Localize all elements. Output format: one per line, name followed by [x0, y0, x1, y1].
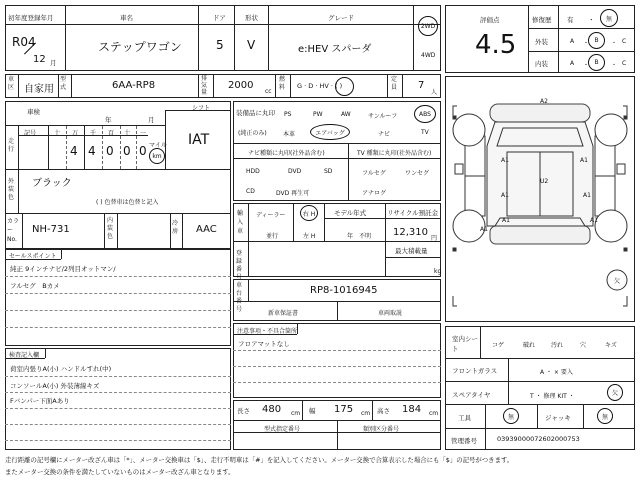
- diagram-missing: 欠: [614, 278, 621, 285]
- digit-value: 4: [88, 144, 96, 158]
- divider: [5, 276, 231, 277]
- capacity-label: 定員: [391, 76, 398, 91]
- divider: [413, 5, 414, 71]
- length-unit: cm: [291, 410, 301, 417]
- notes-line1: フロアマットなし: [238, 340, 290, 348]
- divider: [233, 143, 441, 144]
- equip-item-airbag: エアバッグ: [315, 129, 345, 137]
- equip-item-abs-circle: [414, 105, 436, 123]
- first-reg-value: R04: [12, 35, 36, 49]
- divider: [117, 213, 118, 249]
- divider: [445, 428, 635, 429]
- equip-item-navi: ナビ: [378, 131, 391, 138]
- tools-value-circle: [503, 408, 519, 424]
- drive-4wd: 4WD: [421, 52, 436, 59]
- spare-missing: 欠: [611, 390, 618, 397]
- divider: [22, 213, 23, 249]
- digit-header: 万: [72, 130, 79, 137]
- divider: [198, 74, 199, 98]
- reg-label: 登録番号: [236, 250, 243, 281]
- divider: [198, 5, 199, 71]
- tv-item-analog: アナログ: [362, 190, 387, 197]
- chassis-label: 車台番号: [236, 282, 243, 313]
- inspector-line1: 荷室内張りA(小) ハンドルすれ(中): [10, 365, 112, 373]
- divider: [558, 5, 559, 73]
- model-spec-label: 型式指定番号: [264, 426, 301, 433]
- divider: [248, 279, 249, 301]
- length-label: 長さ: [237, 407, 250, 415]
- divider: [337, 301, 338, 321]
- max-load-unit: kg: [434, 268, 442, 275]
- divider: [48, 126, 49, 169]
- equip-item-abs: ABS: [419, 110, 431, 118]
- divider: [233, 241, 441, 242]
- digit-grid: [18, 126, 148, 169]
- width-unit: cm: [361, 410, 371, 417]
- diagram-mark: U2: [540, 178, 549, 185]
- nav-header: ナビ種類に丸印(社外品含む): [248, 150, 325, 157]
- divider: [170, 213, 171, 249]
- divider: [233, 382, 441, 383]
- shift-value: IAT: [188, 132, 210, 148]
- nav-item-dvd: DVD: [288, 168, 302, 175]
- divider: [5, 408, 231, 409]
- divider: [348, 143, 349, 201]
- shaken-label: 車検: [27, 108, 40, 116]
- control-label: 管理番号: [451, 437, 477, 445]
- model-year-label: モデル年式: [334, 209, 367, 217]
- interior-label: 内装: [535, 60, 548, 68]
- jack-label: ジャッキ: [545, 414, 571, 422]
- nav-item-dvd-play: DVD 再生可: [276, 190, 310, 197]
- diagram-mark: A1: [590, 217, 598, 224]
- rating-label: 評価点: [480, 16, 500, 24]
- tv-item-oneseg: ワンセグ: [405, 170, 430, 177]
- grade-label: グレード: [328, 14, 354, 22]
- sheet-item: 汚れ: [551, 342, 564, 349]
- divider: [71, 74, 72, 98]
- drive-2wd-circle: [418, 16, 438, 36]
- divider: [5, 392, 231, 393]
- tv-item-fullseg: フルセグ: [362, 170, 386, 177]
- divider: [583, 404, 584, 428]
- nav-item-sd: SD: [324, 168, 333, 175]
- type-value: 6AA-RP8: [112, 80, 156, 91]
- divider: [5, 358, 45, 359]
- repair-option-none: 無: [605, 15, 612, 23]
- spare-options: T ・ 修理 KIT ・: [530, 393, 575, 400]
- chassis-value: RP8-1016945: [310, 285, 378, 296]
- unit-mile: マイル: [149, 142, 167, 149]
- height-label: 高さ: [377, 407, 390, 415]
- sheet-item: 破れ: [523, 342, 536, 349]
- equip-item-airbag-circle: [310, 124, 350, 140]
- divider: [84, 126, 85, 169]
- divider: [297, 323, 298, 334]
- divider: [528, 51, 635, 52]
- ac-value: AAC: [196, 224, 217, 235]
- divider: [445, 381, 635, 382]
- shape-value: V: [247, 38, 256, 52]
- displacement-unit: cc: [265, 88, 272, 95]
- car-name-label: 車名: [120, 14, 133, 22]
- equip-item-aw: AW: [341, 111, 351, 118]
- sales-point-line1: 純正 9インチナビ/2列目オットマン/: [10, 265, 116, 273]
- exterior-opt-dot2: ・: [611, 40, 618, 47]
- divider: [120, 126, 121, 169]
- import-left-h: 左 H: [303, 233, 316, 240]
- divider: [528, 5, 529, 73]
- equip-item-tv: TV: [421, 129, 429, 136]
- nav-item-cd: CD: [246, 188, 255, 195]
- color-code-value: NH-731: [32, 224, 70, 235]
- digit-value: 4: [70, 144, 78, 158]
- divider: [102, 126, 103, 169]
- divider: [445, 404, 635, 405]
- divider: [337, 420, 338, 450]
- divider: [268, 5, 269, 71]
- height-value: 184: [402, 404, 422, 415]
- divider: [66, 126, 67, 169]
- equipment-label: 装備品に丸印: [236, 109, 275, 117]
- drive-2wd: 2WD: [420, 22, 436, 30]
- interior-opt-b-circle: [588, 54, 605, 71]
- divider: [445, 358, 635, 359]
- windshield-options: A ・ × 要入: [540, 369, 573, 376]
- interior-opt-c: C: [622, 60, 627, 67]
- divider: [387, 74, 388, 98]
- import-dealer: ディーラー: [256, 212, 286, 219]
- equip-item-leather: 本革: [283, 131, 296, 138]
- import-right-h-circle: [300, 205, 318, 221]
- interior-opt-b: B: [594, 59, 599, 66]
- divider: [402, 74, 403, 98]
- diagram-mark: A1: [580, 157, 588, 164]
- diagram-mark: A2: [540, 98, 548, 105]
- kubun-value: 自家用: [24, 84, 54, 95]
- digit-header: 百: [108, 130, 115, 137]
- digit-value: 0: [106, 144, 114, 158]
- divider: [248, 241, 249, 277]
- inspector-line2: コンソールA(小) 外装薄線キズ: [10, 382, 100, 390]
- divider: [165, 110, 231, 111]
- sales-point-line2: フルセグ Bカメ: [10, 282, 60, 290]
- unit-km-circle: [149, 148, 165, 164]
- grade-value: e:HEV スパーダ: [298, 44, 372, 55]
- exterior-opt-b: B: [594, 37, 599, 44]
- interior-color-label: 内装色: [107, 217, 114, 240]
- digit-header: 一: [140, 130, 147, 137]
- manual-label: 新車保証書: [268, 310, 299, 317]
- door-value: 5: [216, 38, 224, 52]
- exterior-label: 外装: [535, 38, 548, 46]
- divider: [233, 334, 297, 335]
- max-load-label: 最大積載量: [395, 247, 428, 255]
- sheet-item: 穴: [580, 342, 587, 349]
- capacity-unit: 人: [431, 89, 438, 96]
- color-code-label: カラーNo.: [7, 218, 20, 243]
- notes-label: 注意事項・不具合箇所: [237, 328, 298, 335]
- first-reg-label: 初年度登録年月: [8, 14, 54, 22]
- divider: [182, 213, 183, 249]
- tools-value: 無: [507, 413, 514, 421]
- import-label: 輸入車: [237, 210, 244, 235]
- divider: [385, 257, 441, 258]
- exterior-opt-c: C: [622, 38, 627, 45]
- equip-item-pw: PW: [313, 111, 323, 118]
- repair-option-none-circle: [600, 9, 618, 27]
- repair-label: 修復歴: [532, 16, 552, 24]
- footer-line1: 走行距離の記号欄にメーター改ざん車は「*」、メーター交換車は「$」、走行不明車は「#」を記入してください。メーター交換で合算表示した場合にも「$」の記号がつきます。: [5, 456, 514, 464]
- sheet-item: コゲ: [492, 342, 505, 349]
- divider: [233, 350, 441, 351]
- shaken-month: 月: [148, 116, 155, 124]
- tools-label: 工具: [458, 414, 471, 422]
- shaken-year: 年: [105, 116, 112, 124]
- divider: [528, 28, 635, 29]
- displacement-label: 排気量: [201, 75, 208, 96]
- divider: [324, 218, 441, 219]
- width-value: 175: [334, 404, 354, 415]
- exterior-opt-dot: ・: [583, 40, 590, 47]
- ac-label: 冷房: [172, 220, 179, 235]
- type-label: 型式: [60, 76, 67, 91]
- divider: [234, 5, 235, 71]
- divider: [302, 400, 303, 420]
- spare-missing-circle: [607, 384, 623, 401]
- length-value: 480: [262, 404, 282, 415]
- divider: [213, 74, 214, 98]
- fuel-options: G · D · HV · ( ): [297, 82, 343, 90]
- divider: [480, 326, 481, 358]
- divider: [45, 348, 46, 358]
- digit-header: 十: [54, 130, 61, 137]
- diagram-mark: A1: [583, 192, 591, 199]
- divider: [5, 327, 231, 328]
- divider: [61, 249, 62, 259]
- digit-value: 0: [123, 144, 131, 158]
- footer-line2: またメーター交換の条件を満たしていないものはメーター改ざん車となります。: [5, 468, 235, 476]
- windshield-label: フロントガラス: [452, 367, 498, 375]
- first-reg-month-unit: 月: [50, 59, 57, 67]
- door-label: ドア: [213, 14, 226, 22]
- divider: [5, 259, 61, 260]
- digit-header: 十: [124, 130, 131, 137]
- divider: [18, 169, 19, 213]
- car-name-value: ステップワゴン: [98, 40, 182, 54]
- divider: [18, 74, 19, 98]
- divider: [385, 203, 386, 241]
- repair-option-dot: ・: [588, 16, 595, 24]
- displacement-value: 2000: [228, 80, 254, 91]
- sales-point-label: セールスポイント: [9, 253, 57, 260]
- repair-option-yes: 有: [567, 16, 574, 24]
- category-label: 類別区分番号: [363, 426, 400, 433]
- capacity-value: 7: [418, 80, 425, 91]
- equip-item-ps: PS: [284, 111, 292, 118]
- exterior-opt-a: A: [570, 38, 575, 45]
- interior-opt-dot: ・: [583, 62, 590, 69]
- divider: [104, 213, 105, 249]
- recycle-unit: 円: [431, 235, 438, 242]
- tv-header: TV 種類に丸印(社外品含む): [357, 150, 432, 157]
- divider: [5, 310, 231, 311]
- divider: [508, 381, 509, 404]
- divider: [5, 293, 231, 294]
- divider: [290, 74, 291, 98]
- import-parallel: 並行: [266, 233, 279, 240]
- divider: [5, 440, 231, 441]
- fuel-label: 燃料: [279, 76, 286, 91]
- rating-value: 4.5: [475, 30, 517, 60]
- jack-value: 無: [601, 413, 608, 421]
- control-value: 03939000072602000753: [497, 435, 580, 443]
- divider: [65, 24, 441, 25]
- jack-value-circle: [597, 408, 613, 424]
- divider: [293, 203, 294, 241]
- equip-item-sunroof: サンルーフ: [368, 113, 398, 120]
- first-reg-month: 12: [33, 54, 46, 65]
- divider: [65, 5, 66, 71]
- divider: [233, 158, 441, 159]
- spare-label: スペアタイヤ: [452, 391, 491, 399]
- divider: [372, 400, 373, 420]
- diagram-mark: A1: [501, 192, 509, 199]
- exterior-opt-b-circle: [588, 32, 605, 49]
- recycle-value: 12,310: [393, 227, 428, 238]
- divider: [5, 213, 231, 214]
- fuel-selected-circle: [335, 77, 354, 96]
- divider: [5, 24, 65, 25]
- diagram-mark: A1: [502, 217, 510, 224]
- divider: [485, 404, 486, 428]
- manual2-label: 車両取説: [378, 310, 403, 317]
- divider: [233, 432, 441, 433]
- divider: [58, 74, 59, 98]
- sheet-item: キズ: [605, 342, 617, 349]
- digit-header: 千: [90, 130, 97, 137]
- nav-item-hdd: HDD: [246, 168, 260, 175]
- divider: [508, 358, 509, 381]
- color-note: ( ) 色替車は色替と記入: [96, 199, 159, 206]
- recycle-label: リサイクル預託金: [387, 209, 439, 217]
- divider: [136, 126, 137, 169]
- interior-opt-a: A: [570, 60, 575, 67]
- divider: [324, 203, 325, 241]
- width-label: 幅: [309, 407, 316, 415]
- digit-header: 記号: [24, 130, 37, 137]
- interior-sheet-label: 室内シート: [452, 335, 478, 353]
- divider: [275, 74, 276, 98]
- interior-opt-dot2: ・: [611, 62, 618, 69]
- divider: [5, 376, 231, 377]
- divider: [385, 241, 386, 277]
- model-year-value: 年 不明: [347, 233, 372, 240]
- car-diagram: [445, 76, 635, 322]
- color-label: 外装色: [8, 178, 15, 201]
- divider: [537, 404, 538, 428]
- diagram-mark: A1: [480, 226, 488, 233]
- unit-km: km: [152, 152, 162, 160]
- digit-value: 0: [139, 144, 147, 158]
- import-right-h: 右 H: [302, 210, 316, 218]
- soko-label: 走行: [8, 138, 15, 153]
- equipment-sublabel: (純正のみ): [238, 130, 267, 137]
- color-value: ブラック: [32, 178, 72, 189]
- divider: [5, 169, 231, 170]
- height-unit: cm: [429, 410, 439, 417]
- divider: [5, 424, 231, 425]
- diagram-mark: A1: [501, 157, 509, 164]
- inspector-line3: Fバンパー下面Aあり: [10, 397, 70, 405]
- kubun-label: 車区: [8, 76, 15, 91]
- shift-label: シフト: [192, 105, 211, 112]
- divider: [233, 366, 441, 367]
- divider: [485, 428, 486, 450]
- inspector-label: 検査記入欄: [9, 352, 40, 359]
- shape-label: 形状: [245, 14, 258, 22]
- divider: [248, 203, 249, 241]
